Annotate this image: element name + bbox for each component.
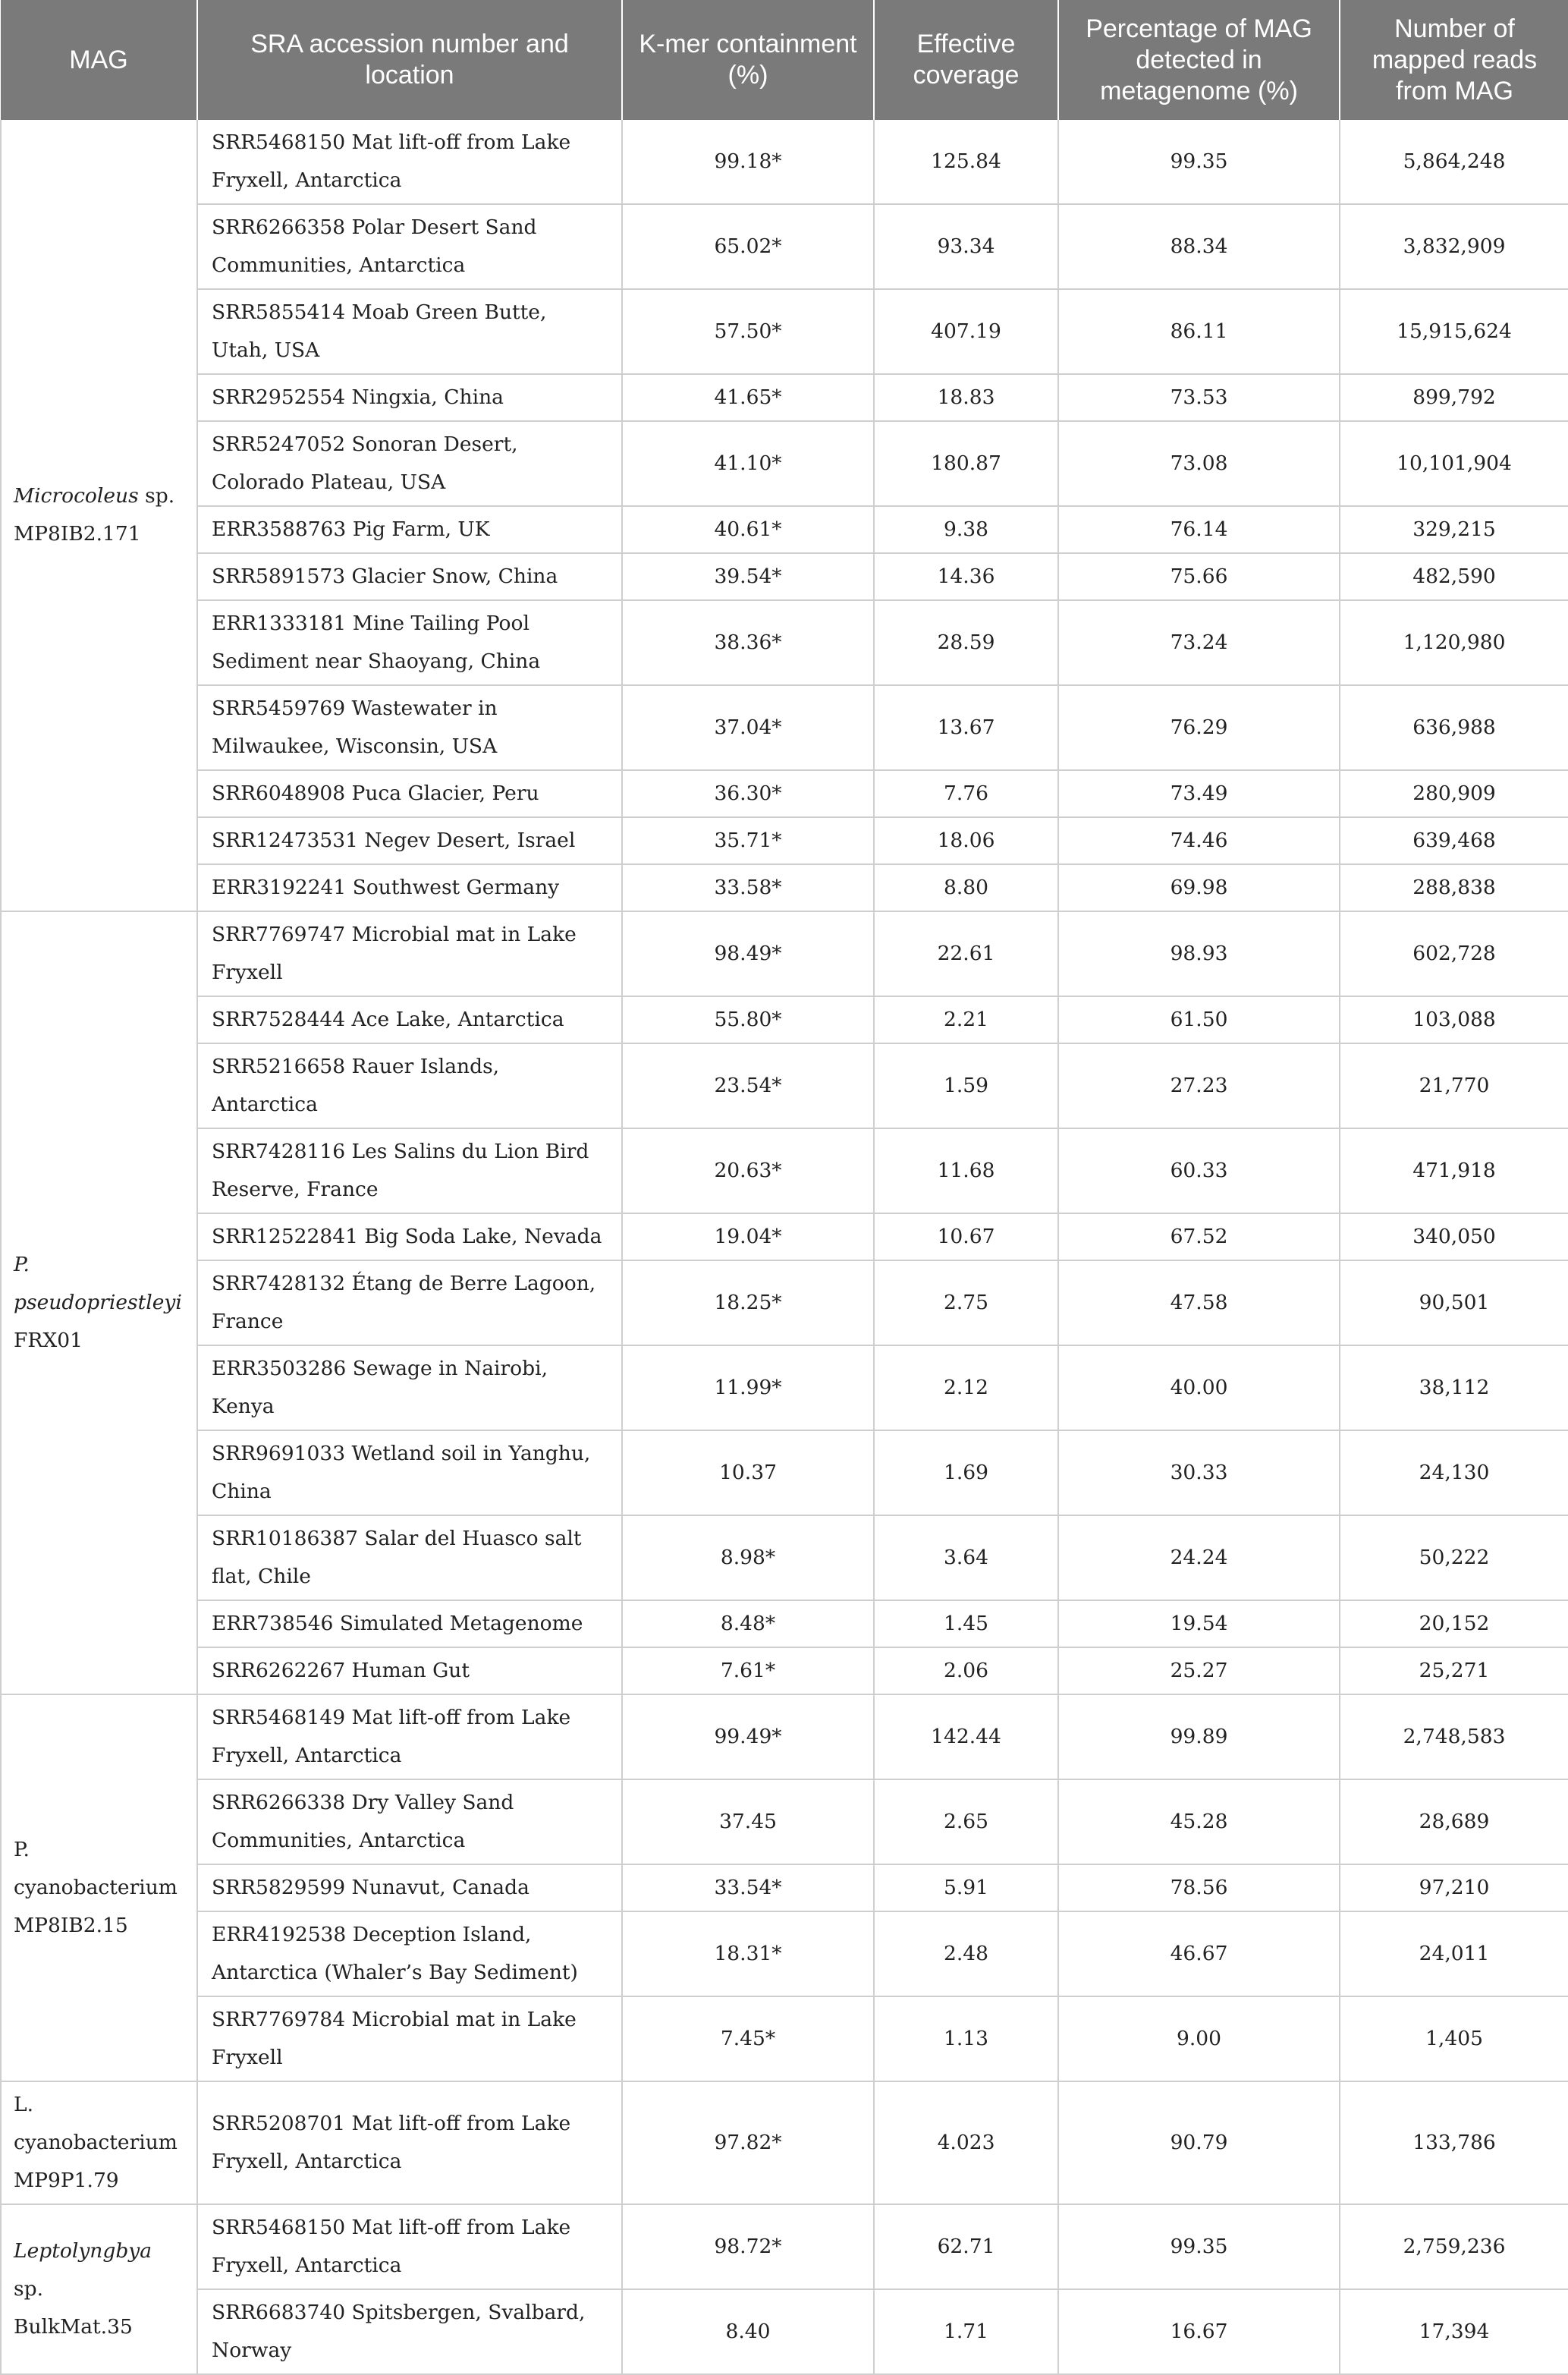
mapped-reads-cell: 20,152 xyxy=(1340,1600,1568,1647)
percentage-detected-cell: 30.33 xyxy=(1058,1430,1340,1515)
sra-location-cell: ERR738546 Simulated Metagenome xyxy=(197,1600,622,1647)
effective-coverage-cell: 2.48 xyxy=(874,1911,1058,1996)
kmer-containment-cell: 40.61* xyxy=(622,506,874,553)
effective-coverage-cell: 2.65 xyxy=(874,1779,1058,1864)
mag-name-cell xyxy=(1,2204,197,2374)
table-row xyxy=(1,120,1568,204)
table-row xyxy=(1,1911,1568,1996)
kmer-containment-cell: 41.65* xyxy=(622,374,874,421)
mapped-reads-cell: 2,748,583 xyxy=(1340,1694,1568,1779)
effective-coverage-cell: 13.67 xyxy=(874,685,1058,770)
kmer-containment-cell: 19.04* xyxy=(622,1213,874,1260)
mapped-reads-cell: 329,215 xyxy=(1340,506,1568,553)
mapped-reads-cell: 636,988 xyxy=(1340,685,1568,770)
table-row xyxy=(1,1213,1568,1260)
table-row xyxy=(1,1043,1568,1128)
kmer-containment-cell: 7.61* xyxy=(622,1647,874,1694)
percentage-detected-cell: 9.00 xyxy=(1058,1996,1340,2081)
mapped-reads-cell: 90,501 xyxy=(1340,1260,1568,1345)
kmer-containment-cell: 38.36* xyxy=(622,600,874,685)
effective-coverage-cell: 7.76 xyxy=(874,770,1058,817)
percentage-detected-cell: 75.66 xyxy=(1058,553,1340,600)
sra-location-cell: ERR4192538 Deception Island, Antarctica (Whaler’s Bay Sediment) xyxy=(197,1911,622,1996)
kmer-containment-cell: 57.50* xyxy=(622,289,874,374)
table-row xyxy=(1,1647,1568,1694)
sra-location-cell: SRR5829599 Nunavut, Canada xyxy=(197,1864,622,1911)
table-row xyxy=(1,1260,1568,1345)
effective-coverage-cell: 18.83 xyxy=(874,374,1058,421)
mapped-reads-cell: 15,915,624 xyxy=(1340,289,1568,374)
table-row xyxy=(1,996,1568,1043)
sra-location-cell: SRR6048908 Puca Glacier, Peru xyxy=(197,770,622,817)
effective-coverage-cell: 9.38 xyxy=(874,506,1058,553)
header-mapped-reads: Number of mapped reads from MAG xyxy=(1340,0,1568,120)
table-header xyxy=(1,0,1568,120)
table-row xyxy=(1,2289,1568,2374)
sra-location-cell: SRR5468150 Mat lift-off from Lake Fryxell, Antarctica xyxy=(197,2204,622,2289)
mag-name-cell xyxy=(1,1694,197,2081)
percentage-detected-cell: 78.56 xyxy=(1058,1864,1340,1911)
sra-location-cell: SRR5468150 Mat lift-off from Lake Fryxell, Antarctica xyxy=(197,120,622,204)
sra-location-cell: SRR5208701 Mat lift-off from Lake Fryxell, Antarctica xyxy=(197,2081,622,2204)
table-row xyxy=(1,1694,1568,1779)
mapped-reads-cell: 133,786 xyxy=(1340,2081,1568,2204)
kmer-containment-cell: 37.04* xyxy=(622,685,874,770)
sra-location-cell: SRR12522841 Big Soda Lake, Nevada xyxy=(197,1213,622,1260)
table-row xyxy=(1,506,1568,553)
mapped-reads-cell: 1,405 xyxy=(1340,1996,1568,2081)
table-row xyxy=(1,864,1568,911)
effective-coverage-cell: 1.45 xyxy=(874,1600,1058,1647)
header-mag: MAG xyxy=(1,0,197,120)
kmer-containment-cell: 23.54* xyxy=(622,1043,874,1128)
mapped-reads-cell: 3,832,909 xyxy=(1340,204,1568,289)
effective-coverage-cell: 2.21 xyxy=(874,996,1058,1043)
table-row xyxy=(1,421,1568,506)
header-effective-coverage: Effective coverage xyxy=(874,0,1058,120)
table-row xyxy=(1,1430,1568,1515)
table-row xyxy=(1,1779,1568,1864)
mapped-reads-cell: 1,120,980 xyxy=(1340,600,1568,685)
mapped-reads-cell: 38,112 xyxy=(1340,1345,1568,1430)
table-row xyxy=(1,911,1568,996)
mapped-reads-cell: 10,101,904 xyxy=(1340,421,1568,506)
effective-coverage-cell: 407.19 xyxy=(874,289,1058,374)
percentage-detected-cell: 98.93 xyxy=(1058,911,1340,996)
mag-name-cell xyxy=(1,2081,197,2204)
mapped-reads-cell: 28,689 xyxy=(1340,1779,1568,1864)
effective-coverage-cell: 1.59 xyxy=(874,1043,1058,1128)
mag-name-id: MP8IB2.15 xyxy=(14,1914,128,1937)
mag-name-cell xyxy=(1,120,197,911)
mapped-reads-cell: 602,728 xyxy=(1340,911,1568,996)
sra-location-cell: SRR5891573 Glacier Snow, China xyxy=(197,553,622,600)
mapped-reads-cell: 24,011 xyxy=(1340,1911,1568,1996)
mag-name-italic: Microcoleus xyxy=(14,484,139,508)
percentage-detected-cell: 76.29 xyxy=(1058,685,1340,770)
effective-coverage-cell: 3.64 xyxy=(874,1515,1058,1600)
kmer-containment-cell: 41.10* xyxy=(622,421,874,506)
mag-name-id: FRX01 xyxy=(14,1329,83,1352)
percentage-detected-cell: 73.53 xyxy=(1058,374,1340,421)
percentage-detected-cell: 60.33 xyxy=(1058,1128,1340,1213)
kmer-containment-cell: 55.80* xyxy=(622,996,874,1043)
mapped-reads-cell: 5,864,248 xyxy=(1340,120,1568,204)
kmer-containment-cell: 8.48* xyxy=(622,1600,874,1647)
effective-coverage-cell: 1.13 xyxy=(874,1996,1058,2081)
sra-location-cell: ERR3192241 Southwest Germany xyxy=(197,864,622,911)
mapped-reads-cell: 471,918 xyxy=(1340,1128,1568,1213)
sra-location-cell: ERR3588763 Pig Farm, UK xyxy=(197,506,622,553)
table-row xyxy=(1,2081,1568,2204)
table-row xyxy=(1,553,1568,600)
effective-coverage-cell: 10.67 xyxy=(874,1213,1058,1260)
sra-location-cell: SRR5855414 Moab Green Butte, Utah, USA xyxy=(197,289,622,374)
sra-location-cell: ERR1333181 Mine Tailing Pool Sediment near Shaoyang, China xyxy=(197,600,622,685)
kmer-containment-cell: 98.49* xyxy=(622,911,874,996)
sra-location-cell: SRR9691033 Wetland soil in Yanghu, China xyxy=(197,1430,622,1515)
percentage-detected-cell: 76.14 xyxy=(1058,506,1340,553)
percentage-detected-cell: 86.11 xyxy=(1058,289,1340,374)
effective-coverage-cell: 28.59 xyxy=(874,600,1058,685)
sra-location-cell: SRR7428116 Les Salins du Lion Bird Reserve, France xyxy=(197,1128,622,1213)
percentage-detected-cell: 74.46 xyxy=(1058,817,1340,864)
sra-location-cell: SRR12473531 Negev Desert, Israel xyxy=(197,817,622,864)
percentage-detected-cell: 40.00 xyxy=(1058,1345,1340,1430)
mapped-reads-cell: 899,792 xyxy=(1340,374,1568,421)
effective-coverage-cell: 4.023 xyxy=(874,2081,1058,2204)
percentage-detected-cell: 19.54 xyxy=(1058,1600,1340,1647)
sra-location-cell: SRR2952554 Ningxia, China xyxy=(197,374,622,421)
effective-coverage-cell: 14.36 xyxy=(874,553,1058,600)
kmer-containment-cell: 98.72* xyxy=(622,2204,874,2289)
table-row xyxy=(1,289,1568,374)
percentage-detected-cell: 90.79 xyxy=(1058,2081,1340,2204)
kmer-containment-cell: 99.49* xyxy=(622,1694,874,1779)
sra-location-cell: SRR7769747 Microbial mat in Lake Fryxell xyxy=(197,911,622,996)
table-row xyxy=(1,1345,1568,1430)
sra-location-cell: SRR7428132 Étang de Berre Lagoon, France xyxy=(197,1260,622,1345)
table-row xyxy=(1,1515,1568,1600)
effective-coverage-cell: 142.44 xyxy=(874,1694,1058,1779)
percentage-detected-cell: 61.50 xyxy=(1058,996,1340,1043)
sra-location-cell: ERR3503286 Sewage in Nairobi, Kenya xyxy=(197,1345,622,1430)
sra-location-cell: SRR6266338 Dry Valley Sand Communities, Antarctica xyxy=(197,1779,622,1864)
percentage-detected-cell: 27.23 xyxy=(1058,1043,1340,1128)
percentage-detected-cell: 99.35 xyxy=(1058,120,1340,204)
percentage-detected-cell: 69.98 xyxy=(1058,864,1340,911)
kmer-containment-cell: 65.02* xyxy=(622,204,874,289)
table-row xyxy=(1,1996,1568,2081)
effective-coverage-cell: 2.12 xyxy=(874,1345,1058,1430)
kmer-containment-cell: 18.25* xyxy=(622,1260,874,1345)
percentage-detected-cell: 99.89 xyxy=(1058,1694,1340,1779)
mapped-reads-cell: 50,222 xyxy=(1340,1515,1568,1600)
mapped-reads-cell: 482,590 xyxy=(1340,553,1568,600)
percentage-detected-cell: 73.08 xyxy=(1058,421,1340,506)
kmer-containment-cell: 10.37 xyxy=(622,1430,874,1515)
sra-location-cell: SRR7528444 Ace Lake, Antarctica xyxy=(197,996,622,1043)
kmer-containment-cell: 18.31* xyxy=(622,1911,874,1996)
sra-location-cell: SRR5459769 Wastewater in Milwaukee, Wisconsin, USA xyxy=(197,685,622,770)
kmer-containment-cell: 39.54* xyxy=(622,553,874,600)
mag-name-id: MP8IB2.171 xyxy=(14,522,141,546)
sra-location-cell: SRR6683740 Spitsbergen, Svalbard, Norway xyxy=(197,2289,622,2374)
effective-coverage-cell: 18.06 xyxy=(874,817,1058,864)
effective-coverage-cell: 1.71 xyxy=(874,2289,1058,2374)
sra-location-cell: SRR6262267 Human Gut xyxy=(197,1647,622,1694)
kmer-containment-cell: 97.82* xyxy=(622,2081,874,2204)
table-row xyxy=(1,770,1568,817)
effective-coverage-cell: 11.68 xyxy=(874,1128,1058,1213)
table-row xyxy=(1,817,1568,864)
mapped-reads-cell: 340,050 xyxy=(1340,1213,1568,1260)
kmer-containment-cell: 36.30* xyxy=(622,770,874,817)
effective-coverage-cell: 5.91 xyxy=(874,1864,1058,1911)
sra-location-cell: SRR5247052 Sonoran Desert, Colorado Plateau, USA xyxy=(197,421,622,506)
percentage-detected-cell: 73.24 xyxy=(1058,600,1340,685)
header-kmer-containment: K-mer containment (%) xyxy=(622,0,874,120)
kmer-containment-cell: 8.40 xyxy=(622,2289,874,2374)
kmer-containment-cell: 11.99* xyxy=(622,1345,874,1430)
mapped-reads-cell: 21,770 xyxy=(1340,1043,1568,1128)
header-sra-location: SRA accession number and location xyxy=(197,0,622,120)
table-row xyxy=(1,1600,1568,1647)
percentage-detected-cell: 46.67 xyxy=(1058,1911,1340,1996)
effective-coverage-cell: 8.80 xyxy=(874,864,1058,911)
effective-coverage-cell: 22.61 xyxy=(874,911,1058,996)
mapped-reads-cell: 97,210 xyxy=(1340,1864,1568,1911)
effective-coverage-cell: 2.75 xyxy=(874,1260,1058,1345)
mapped-reads-cell: 17,394 xyxy=(1340,2289,1568,2374)
kmer-containment-cell: 99.18* xyxy=(622,120,874,204)
kmer-containment-cell: 7.45* xyxy=(622,1996,874,2081)
sra-location-cell: SRR5468149 Mat lift-off from Lake Fryxell, Antarctica xyxy=(197,1694,622,1779)
effective-coverage-cell: 2.06 xyxy=(874,1647,1058,1694)
mag-name-italic: Leptolyngbya xyxy=(14,2239,152,2263)
percentage-detected-cell: 67.52 xyxy=(1058,1213,1340,1260)
table-row xyxy=(1,1864,1568,1911)
mapped-reads-cell: 103,088 xyxy=(1340,996,1568,1043)
kmer-containment-cell: 37.45 xyxy=(622,1779,874,1864)
mag-name-rest: P. cyanobacterium xyxy=(14,1838,178,1899)
table-row xyxy=(1,600,1568,685)
mag-name-rest: sp. xyxy=(138,484,175,508)
mag-name-id: BulkMat.35 xyxy=(14,2315,133,2339)
sra-location-cell: SRR7769784 Microbial mat in Lake Fryxell xyxy=(197,1996,622,2081)
kmer-containment-cell: 8.98* xyxy=(622,1515,874,1600)
kmer-containment-cell: 35.71* xyxy=(622,817,874,864)
mapped-reads-cell: 24,130 xyxy=(1340,1430,1568,1515)
percentage-detected-cell: 88.34 xyxy=(1058,204,1340,289)
mag-name-italic: P. pseudopriestleyi xyxy=(14,1253,182,1314)
effective-coverage-cell: 125.84 xyxy=(874,120,1058,204)
header-percentage-detected: Percentage of MAG detected in metagenome (%) xyxy=(1058,0,1340,120)
table-row xyxy=(1,204,1568,289)
sra-location-cell: SRR5216658 Rauer Islands, Antarctica xyxy=(197,1043,622,1128)
sra-location-cell: SRR10186387 Salar del Huasco salt flat, Chile xyxy=(197,1515,622,1600)
mapped-reads-cell: 280,909 xyxy=(1340,770,1568,817)
sra-location-cell: SRR6266358 Polar Desert Sand Communities, Antarctica xyxy=(197,204,622,289)
mapped-reads-cell: 639,468 xyxy=(1340,817,1568,864)
percentage-detected-cell: 99.35 xyxy=(1058,2204,1340,2289)
effective-coverage-cell: 1.69 xyxy=(874,1430,1058,1515)
effective-coverage-cell: 93.34 xyxy=(874,204,1058,289)
mapped-reads-cell: 2,759,236 xyxy=(1340,2204,1568,2289)
mag-name-rest: sp. xyxy=(14,2277,43,2301)
table-row xyxy=(1,685,1568,770)
percentage-detected-cell: 47.58 xyxy=(1058,1260,1340,1345)
kmer-containment-cell: 33.54* xyxy=(622,1864,874,1911)
table-row xyxy=(1,1128,1568,1213)
effective-coverage-cell: 62.71 xyxy=(874,2204,1058,2289)
percentage-detected-cell: 45.28 xyxy=(1058,1779,1340,1864)
percentage-detected-cell: 16.67 xyxy=(1058,2289,1340,2374)
percentage-detected-cell: 25.27 xyxy=(1058,1647,1340,1694)
table-row xyxy=(1,374,1568,421)
kmer-containment-cell: 33.58* xyxy=(622,864,874,911)
kmer-containment-cell: 20.63* xyxy=(622,1128,874,1213)
effective-coverage-cell: 180.87 xyxy=(874,421,1058,506)
percentage-detected-cell: 24.24 xyxy=(1058,1515,1340,1600)
mapped-reads-cell: 25,271 xyxy=(1340,1647,1568,1694)
table-body xyxy=(1,120,1568,2374)
table-row xyxy=(1,2204,1568,2289)
mag-name-cell xyxy=(1,911,197,1694)
mag-name-rest: L. cyanobacterium xyxy=(14,2093,178,2154)
percentage-detected-cell: 73.49 xyxy=(1058,770,1340,817)
mapped-reads-cell: 288,838 xyxy=(1340,864,1568,911)
mag-name-id: MP9P1.79 xyxy=(14,2169,119,2192)
